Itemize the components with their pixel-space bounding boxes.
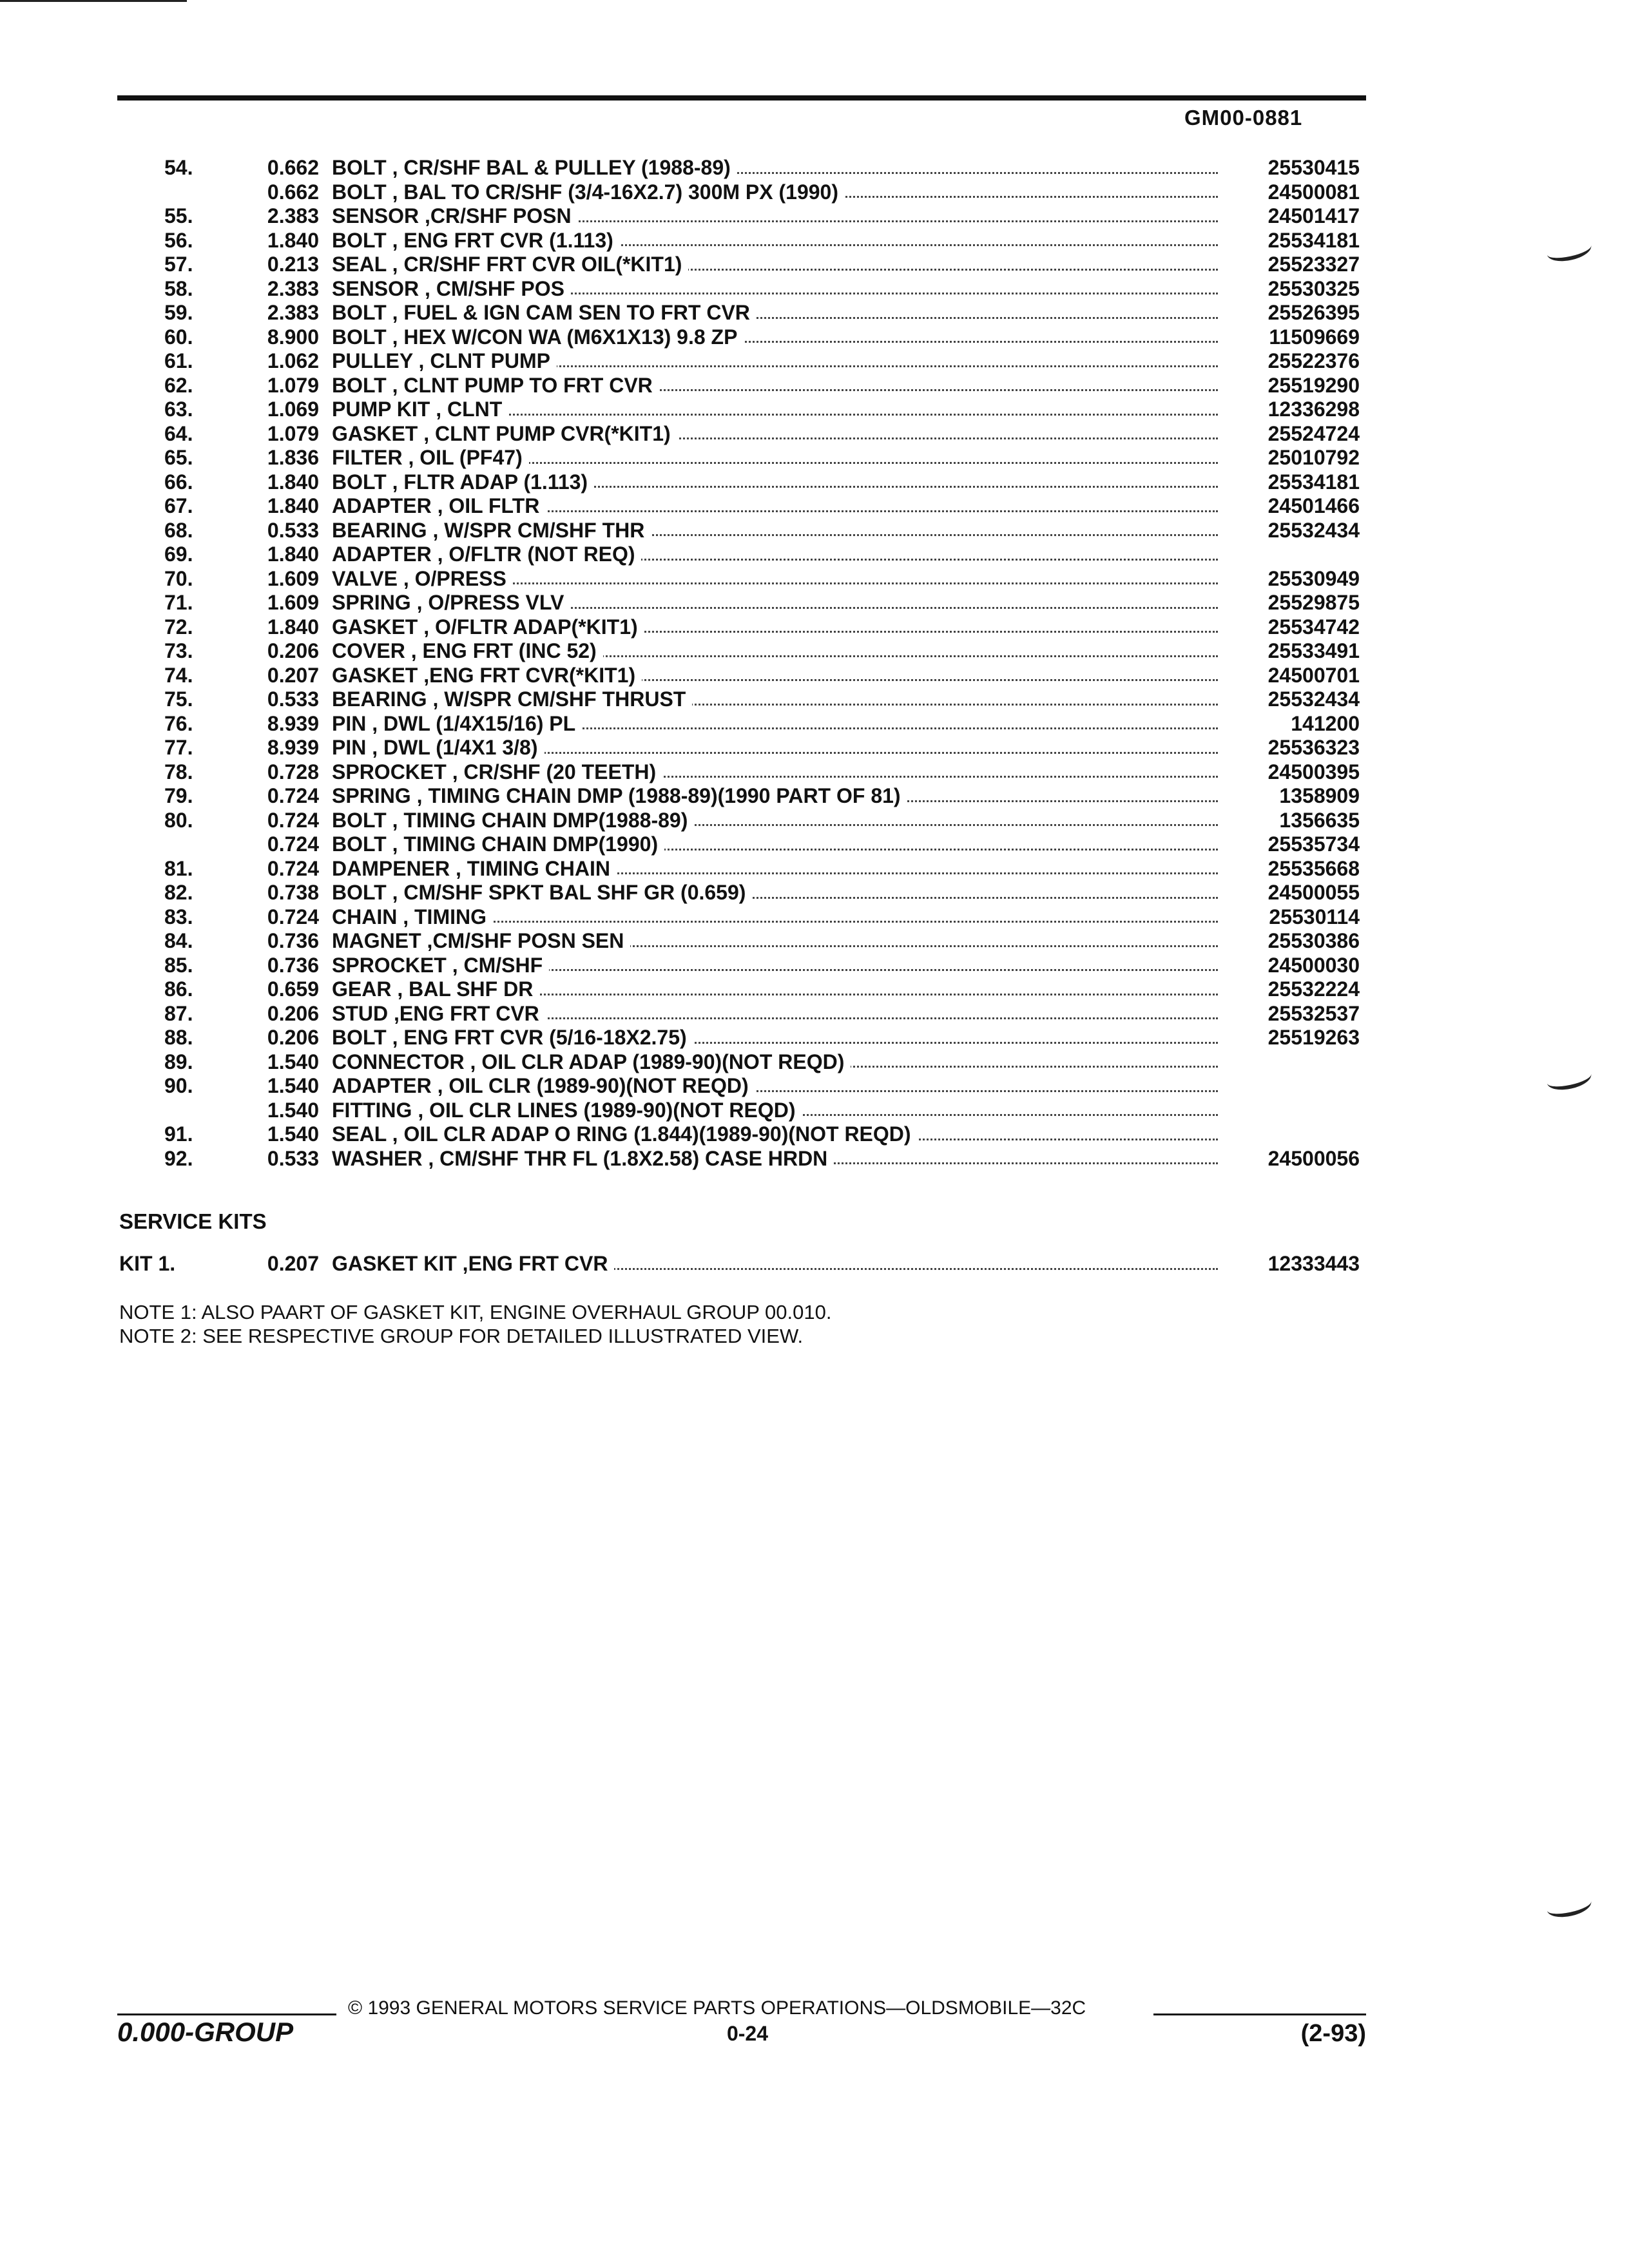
part-row	[0, 253, 1629, 277]
item-number: 56.	[164, 228, 193, 252]
item-number: 63.	[164, 398, 193, 421]
footer-rule-left	[117, 2013, 336, 2015]
description: GASKET , CLNT PUMP CVR(*KIT1)	[332, 422, 677, 445]
quantity: 1.079	[267, 421, 319, 445]
part-row	[0, 204, 1629, 229]
notes	[119, 1300, 831, 1348]
part-row	[0, 615, 1629, 640]
description-cell	[332, 857, 1218, 881]
item-number: 72.	[164, 615, 193, 639]
part-row	[0, 1099, 1629, 1123]
description: DAMPENER , TIMING CHAIN	[332, 857, 617, 880]
revision-date: (2-93)	[1300, 2020, 1366, 2047]
part-row	[0, 760, 1629, 785]
quantity: 0.659	[267, 977, 319, 1001]
quantity: 0.724	[267, 832, 319, 856]
part-row	[0, 422, 1629, 447]
part-row	[0, 1147, 1629, 1171]
part-row	[0, 736, 1629, 760]
description-cell	[332, 422, 1218, 447]
part-number: 25533491	[1268, 639, 1360, 662]
item-number: 55.	[164, 204, 193, 227]
part-number: 25530114	[1269, 905, 1360, 928]
header-rule	[117, 95, 1366, 101]
description: BOLT , TIMING CHAIN DMP(1988-89)	[332, 809, 694, 832]
part-number: 25534181	[1268, 470, 1360, 494]
part-number: 25530949	[1268, 566, 1360, 590]
quantity: 0.206	[267, 639, 319, 662]
part-row	[0, 1002, 1629, 1026]
description-cell	[332, 736, 1218, 760]
description-cell	[332, 664, 1218, 688]
description-cell	[332, 301, 1218, 325]
description: BOLT , FUEL & IGN CAM SEN TO FRT CVR	[332, 301, 757, 324]
description-cell	[332, 687, 1218, 712]
description: BOLT , TIMING CHAIN DMP(1990)	[332, 832, 664, 856]
document-code: GM00-0881	[1184, 106, 1303, 130]
item-number: 74.	[164, 663, 193, 687]
description: CONNECTOR , OIL CLR ADAP (1989-90)(NOT REQD)	[332, 1050, 851, 1073]
description-cell	[332, 1147, 1218, 1171]
item-number: 91.	[164, 1122, 193, 1146]
quantity: 1.840	[267, 543, 319, 566]
description: SPROCKET , CM/SHF	[332, 954, 549, 977]
description-cell	[332, 1074, 1218, 1099]
quantity: 0.724	[267, 808, 319, 832]
description: MAGNET ,CM/SHF POSN SEN	[332, 929, 630, 952]
part-row	[0, 470, 1629, 495]
item-number: 71.	[164, 591, 193, 614]
part-number: 12336298	[1268, 398, 1360, 421]
footer-rule-right	[1153, 2013, 1366, 2015]
description-cell	[332, 494, 1218, 519]
copyright: © 1993 GENERAL MOTORS SERVICE PARTS OPERATIONS—OLDSMOBILE—32C	[348, 1997, 1086, 2019]
quantity: 1.840	[267, 615, 319, 639]
quantity: 0.206	[267, 1001, 319, 1025]
description: VALVE , O/PRESS	[332, 567, 513, 590]
part-number: 25532434	[1268, 518, 1360, 542]
quantity: 0.738	[267, 881, 319, 904]
part-number: 25523327	[1268, 253, 1360, 276]
part-row	[0, 1074, 1629, 1099]
description: SEAL , CR/SHF FRT CVR OIL(*KIT1)	[332, 253, 688, 276]
part-row	[0, 857, 1629, 881]
description: WASHER , CM/SHF THR FL (1.8X2.58) CASE HRDN	[332, 1147, 834, 1170]
item-number: 90.	[164, 1074, 193, 1097]
part-row	[0, 809, 1629, 833]
quantity: 1.840	[267, 494, 319, 517]
part-row	[0, 929, 1629, 954]
item-number: 88.	[164, 1026, 193, 1049]
kit-number: KIT 1.	[119, 1252, 176, 1275]
item-number: 67.	[164, 494, 193, 517]
kit-description-cell	[332, 1252, 1218, 1276]
part-row	[0, 1122, 1629, 1147]
description-cell	[332, 832, 1218, 857]
part-row	[0, 277, 1629, 302]
quantity: 0.213	[267, 253, 319, 276]
part-number: 141200	[1291, 711, 1360, 735]
description: BOLT , ENG FRT CVR (1.113)	[332, 229, 620, 252]
part-number: 25526395	[1268, 301, 1360, 324]
description: GASKET ,ENG FRT CVR(*KIT1)	[332, 664, 642, 687]
top-edge-rule	[0, 0, 187, 2]
part-row	[0, 398, 1629, 422]
item-number: 68.	[164, 518, 193, 542]
description: BOLT , CLNT PUMP TO FRT CVR	[332, 374, 659, 397]
description-cell	[332, 519, 1218, 543]
part-row	[0, 349, 1629, 374]
part-number: 24500056	[1268, 1146, 1360, 1170]
description: FILTER , OIL (PF47)	[332, 446, 529, 469]
part-row	[0, 664, 1629, 688]
description: ADAPTER , OIL FLTR	[332, 494, 546, 517]
item-number: 87.	[164, 1001, 193, 1025]
item-number: 69.	[164, 543, 193, 566]
description: BOLT , CR/SHF BAL & PULLEY (1988-89)	[332, 156, 737, 179]
quantity: 0.533	[267, 687, 319, 711]
description: PIN , DWL (1/4X15/16) PL	[332, 712, 582, 735]
description-cell	[332, 712, 1218, 736]
item-number: 73.	[164, 639, 193, 662]
part-number: 25530386	[1268, 929, 1360, 952]
quantity: 8.900	[267, 325, 319, 349]
part-row	[0, 639, 1629, 664]
quantity: 1.540	[267, 1122, 319, 1146]
description: BOLT , HEX W/CON WA (M6X1X13) 9.8 ZP	[332, 325, 744, 349]
part-number: 25524724	[1268, 421, 1360, 445]
description-cell	[332, 639, 1218, 664]
part-number: 25532224	[1268, 977, 1360, 1001]
item-number: 85.	[164, 953, 193, 977]
item-number: 86.	[164, 977, 193, 1001]
part-row	[0, 156, 1629, 180]
description-cell	[332, 180, 1218, 205]
item-number: 70.	[164, 566, 193, 590]
item-number: 61.	[164, 349, 193, 372]
description-cell	[332, 398, 1218, 422]
quantity: 1.069	[267, 398, 319, 421]
part-number: 24500701	[1268, 663, 1360, 687]
part-number: 11509669	[1269, 325, 1360, 349]
item-number: 81.	[164, 856, 193, 880]
part-number: 25534181	[1268, 228, 1360, 252]
note-2: NOTE 2: SEE RESPECTIVE GROUP FOR DETAILED ILLUSTRATED VIEW.	[119, 1325, 804, 1347]
part-row	[0, 591, 1629, 615]
description: SPRING , TIMING CHAIN DMP (1988-89)(1990 PART OF 81)	[332, 784, 907, 807]
parts-list	[0, 156, 1629, 1171]
description: GEAR , BAL SHF DR	[332, 977, 539, 1001]
description-cell	[332, 760, 1218, 785]
item-number: 80.	[164, 808, 193, 832]
description-cell	[332, 1002, 1218, 1026]
description: BEARING , W/SPR CM/SHF THR	[332, 519, 651, 542]
description-cell	[332, 1026, 1218, 1050]
part-row	[0, 687, 1629, 712]
quantity: 0.533	[267, 518, 319, 542]
item-number: 89.	[164, 1050, 193, 1073]
quantity: 8.939	[267, 711, 319, 735]
item-number: 62.	[164, 373, 193, 397]
item-number: 79.	[164, 784, 193, 807]
quantity: 1.609	[267, 566, 319, 590]
quantity: 1.062	[267, 349, 319, 372]
item-number: 82.	[164, 881, 193, 904]
quantity: 0.206	[267, 1026, 319, 1049]
description: SEAL , OIL CLR ADAP O RING (1.844)(1989-90)(NOT REQD)	[332, 1122, 918, 1146]
item-number: 84.	[164, 929, 193, 952]
quantity: 1.540	[267, 1074, 319, 1097]
quantity: 2.383	[267, 276, 319, 300]
part-number: 25532537	[1268, 1001, 1360, 1025]
description: COVER , ENG FRT (INC 52)	[332, 639, 603, 662]
part-row	[0, 881, 1629, 905]
part-number: 24500030	[1268, 953, 1360, 977]
part-row	[0, 905, 1629, 930]
quantity: 8.939	[267, 736, 319, 759]
note-1: NOTE 1: ALSO PAART OF GASKET KIT, ENGINE OVERHAUL GROUP 00.010.	[119, 1301, 832, 1323]
kit-description: GASKET KIT ,ENG FRT CVR	[332, 1252, 614, 1275]
description-cell	[332, 929, 1218, 954]
kit-quantity: 0.207	[267, 1252, 319, 1275]
binder-hole-mark	[1545, 1891, 1593, 1921]
part-number: 25522376	[1268, 349, 1360, 372]
part-row	[0, 1050, 1629, 1075]
part-number: 24500055	[1268, 881, 1360, 904]
quantity: 1.079	[267, 373, 319, 397]
item-number: 66.	[164, 470, 193, 494]
part-row	[0, 446, 1629, 470]
description-cell	[332, 809, 1218, 833]
description-cell	[332, 881, 1218, 905]
description: BOLT , CM/SHF SPKT BAL SHF GR (0.659)	[332, 881, 752, 904]
description-cell	[332, 977, 1218, 1002]
description-cell	[332, 470, 1218, 495]
description: SPRING , O/PRESS VLV	[332, 591, 570, 614]
description-cell	[332, 204, 1218, 229]
part-row	[0, 180, 1629, 205]
description: BOLT , ENG FRT CVR (5/16-18X2.75)	[332, 1026, 693, 1049]
description: SENSOR ,CR/SHF POSN	[332, 204, 578, 227]
description: STUD ,ENG FRT CVR	[332, 1002, 546, 1025]
part-number: 25519290	[1268, 373, 1360, 397]
part-number: 25529875	[1268, 591, 1360, 614]
part-row	[0, 325, 1629, 350]
description: BOLT , FLTR ADAP (1.113)	[332, 470, 594, 494]
item-number: 78.	[164, 760, 193, 783]
part-number: 25535734	[1268, 832, 1360, 856]
quantity: 0.662	[267, 180, 319, 204]
quantity: 0.728	[267, 760, 319, 783]
quantity: 0.724	[267, 905, 319, 928]
service-kits-heading: SERVICE KITS	[119, 1209, 267, 1233]
part-number: 24500395	[1268, 760, 1360, 783]
quantity: 1.840	[267, 470, 319, 494]
description: BOLT , BAL TO CR/SHF (3/4-16X2.7) 300M PX (1990)	[332, 180, 845, 204]
part-number: 25536323	[1268, 736, 1360, 759]
part-number: 25530325	[1268, 276, 1360, 300]
item-number: 83.	[164, 905, 193, 928]
part-number: 1358909	[1279, 784, 1360, 807]
item-number: 77.	[164, 736, 193, 759]
part-row	[0, 784, 1629, 809]
part-number: 25535668	[1268, 856, 1360, 880]
part-number: 24501417	[1268, 204, 1360, 227]
description-cell	[332, 543, 1218, 567]
quantity: 0.724	[267, 856, 319, 880]
description-cell	[332, 446, 1218, 470]
part-number: 25532434	[1268, 687, 1360, 711]
quantity: 0.724	[267, 784, 319, 807]
description: PULLEY , CLNT PUMP	[332, 349, 557, 372]
description-cell	[332, 784, 1218, 809]
part-row	[0, 519, 1629, 543]
description: SENSOR , CM/SHF POS	[332, 277, 571, 300]
description: BEARING , W/SPR CM/SHF THRUST	[332, 687, 692, 711]
part-row	[0, 712, 1629, 736]
part-row	[0, 832, 1629, 857]
description-cell	[332, 156, 1218, 180]
part-number: 25530415	[1268, 156, 1360, 179]
part-row	[0, 543, 1629, 567]
part-row	[0, 977, 1629, 1002]
description-cell	[332, 954, 1218, 978]
quantity: 0.662	[267, 156, 319, 179]
quantity: 0.533	[267, 1146, 319, 1170]
part-number: 25519263	[1268, 1026, 1360, 1049]
item-number: 64.	[164, 421, 193, 445]
item-number: 65.	[164, 446, 193, 469]
part-row	[0, 494, 1629, 519]
group-label: 0.000-GROUP	[117, 2017, 294, 2047]
description: ADAPTER , OIL CLR (1989-90)(NOT REQD)	[332, 1074, 755, 1097]
description-cell	[332, 325, 1218, 350]
quantity: 1.540	[267, 1098, 319, 1122]
part-row	[0, 1026, 1629, 1050]
description-cell	[332, 567, 1218, 591]
description-cell	[332, 1099, 1218, 1123]
description-cell	[332, 591, 1218, 615]
description: CHAIN , TIMING	[332, 905, 493, 928]
item-number: 58.	[164, 276, 193, 300]
part-row	[0, 301, 1629, 325]
item-number: 59.	[164, 301, 193, 324]
description: PUMP KIT , CLNT	[332, 398, 508, 421]
quantity: 2.383	[267, 204, 319, 227]
part-number: 1356635	[1279, 808, 1360, 832]
description: SPROCKET , CR/SHF (20 TEETH)	[332, 760, 662, 783]
item-number: 92.	[164, 1146, 193, 1170]
description-cell	[332, 1122, 1218, 1147]
quantity: 1.540	[267, 1050, 319, 1073]
quantity: 0.736	[267, 929, 319, 952]
item-number: 57.	[164, 253, 193, 276]
description-cell	[332, 1050, 1218, 1075]
part-row	[0, 567, 1629, 591]
quantity: 0.736	[267, 953, 319, 977]
item-number: 75.	[164, 687, 193, 711]
description: ADAPTER , O/FLTR (NOT REQ)	[332, 543, 641, 566]
description: PIN , DWL (1/4X1 3/8)	[332, 736, 545, 759]
part-row	[0, 954, 1629, 978]
part-number: 24501466	[1268, 494, 1360, 517]
description: FITTING , OIL CLR LINES (1989-90)(NOT REQD)	[332, 1099, 802, 1122]
description-cell	[332, 615, 1218, 640]
description-cell	[332, 277, 1218, 302]
description-cell	[332, 905, 1218, 930]
page-number: 0-24	[726, 2022, 769, 2045]
quantity: 2.383	[267, 301, 319, 324]
part-number: 25010792	[1268, 446, 1360, 469]
part-number: 25534742	[1268, 615, 1360, 639]
description-cell	[332, 349, 1218, 374]
kit-part-number: 12333443	[1268, 1252, 1360, 1275]
quantity: 1.609	[267, 591, 319, 614]
part-row	[0, 229, 1629, 253]
quantity: 0.207	[267, 663, 319, 687]
description: GASKET , O/FLTR ADAP(*KIT1)	[332, 615, 644, 639]
description-cell	[332, 253, 1218, 277]
part-number: 24500081	[1268, 180, 1360, 204]
item-number: 54.	[164, 156, 193, 179]
quantity: 1.840	[267, 228, 319, 252]
item-number: 60.	[164, 325, 193, 349]
item-number: 76.	[164, 711, 193, 735]
part-row	[0, 374, 1629, 398]
service-kit-row	[0, 1252, 1629, 1276]
quantity: 1.836	[267, 446, 319, 469]
description-cell	[332, 374, 1218, 398]
description-cell	[332, 229, 1218, 253]
